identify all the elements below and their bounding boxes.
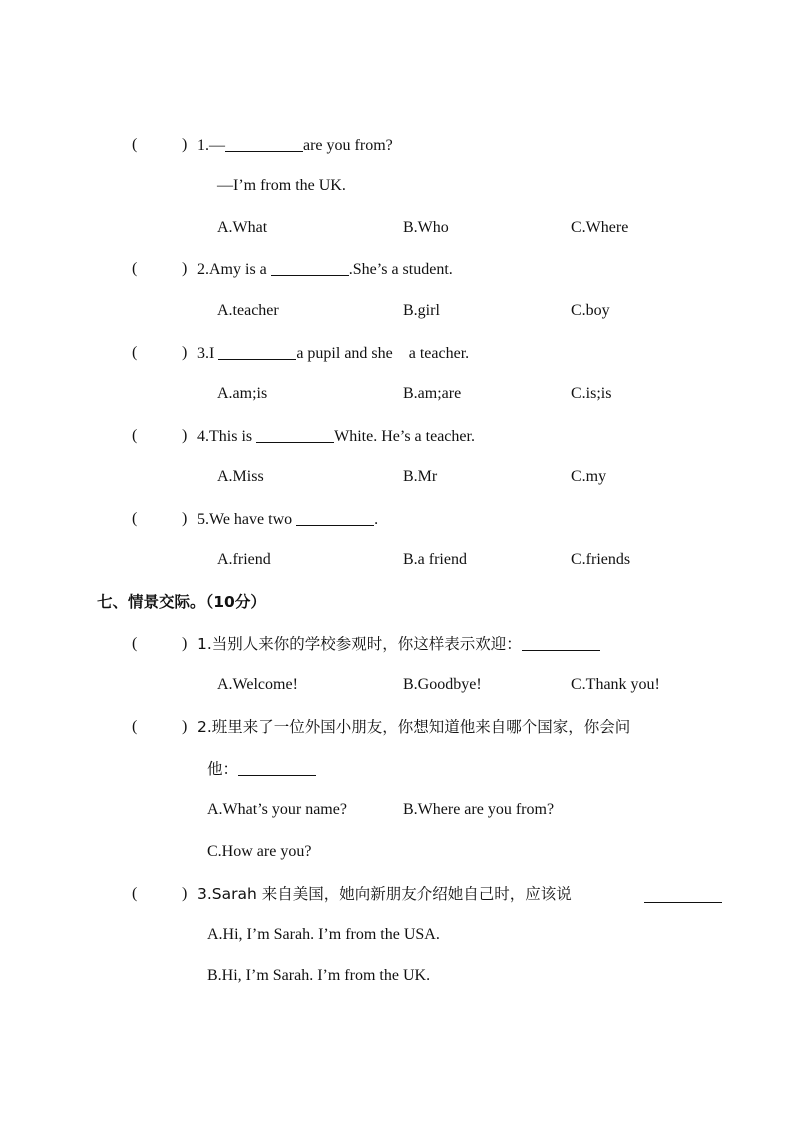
answer-paren-close: ): [182, 718, 188, 735]
question-stem: [197, 884, 572, 905]
option-c[interactable]: C.Thank you!: [571, 676, 660, 693]
answer-paren-open: (: [132, 136, 138, 153]
stem-text: 3.Sarah 来自美国，她向新朋友介绍她自己时，应该说: [197, 885, 572, 903]
answer-paren-close: ): [182, 510, 188, 527]
answer-paren-close: ): [182, 885, 188, 902]
answer-paren-close: ): [182, 344, 188, 361]
answer-paren-open: (: [132, 260, 138, 277]
question-stem: [197, 259, 453, 280]
answer-blank[interactable]: [522, 634, 600, 651]
option-c[interactable]: C.is;is: [571, 385, 612, 402]
stem-pre: 5.We have two: [197, 511, 297, 528]
question-stem: [197, 426, 475, 447]
stem-cont-text: 他：: [207, 760, 239, 778]
stem-text: 1.当别人来你的学校参观时，你这样表示欢迎：: [197, 635, 522, 653]
option-b[interactable]: B.Mr: [403, 468, 438, 485]
answer-paren-close: ): [182, 260, 188, 277]
section-heading: 七、情景交际。（10分）: [97, 593, 266, 611]
answer-paren-open: (: [132, 885, 138, 902]
stem-post: White. He’s a teacher.: [334, 428, 475, 445]
option-b[interactable]: B.Hi, I’m Sarah. I’m from the UK.: [207, 967, 431, 984]
answer-blank[interactable]: [256, 426, 334, 443]
option-c[interactable]: C.How are you?: [207, 843, 312, 860]
answer-blank[interactable]: [225, 135, 303, 152]
stem-post: .: [374, 511, 379, 528]
answer-paren-open: (: [132, 635, 138, 652]
answer-paren-close: ): [182, 427, 188, 444]
stem-pre: 1.—: [197, 137, 225, 154]
answer-paren-open: (: [132, 510, 138, 527]
option-b[interactable]: B.girl: [403, 302, 440, 319]
question-stem: [197, 343, 469, 364]
option-a[interactable]: A.teacher: [217, 302, 279, 319]
option-b[interactable]: B.a friend: [403, 551, 467, 568]
option-a[interactable]: A.Welcome!: [217, 676, 298, 693]
option-a[interactable]: A.am;is: [217, 385, 268, 402]
option-a[interactable]: A.What’s your name?: [207, 801, 347, 818]
option-c[interactable]: C.friends: [571, 551, 631, 568]
option-b[interactable]: B.am;are: [403, 385, 462, 402]
answer-blank[interactable]: [644, 886, 722, 903]
answer-blank[interactable]: [271, 259, 349, 276]
answer-paren-close: ): [182, 136, 188, 153]
stem-post: a pupil and she a teacher.: [296, 345, 470, 362]
answer-blank[interactable]: [218, 343, 296, 360]
option-a[interactable]: A.Miss: [217, 468, 264, 485]
option-c[interactable]: C.my: [571, 468, 607, 485]
stem-pre: 3.I: [197, 345, 219, 362]
option-a[interactable]: A.Hi, I’m Sarah. I’m from the USA.: [207, 926, 440, 943]
option-c[interactable]: C.Where: [571, 219, 629, 236]
option-a[interactable]: A.friend: [217, 551, 271, 568]
question-stem: [197, 509, 378, 530]
stem-post: .She’s a student.: [348, 261, 453, 278]
question-stem: [197, 135, 393, 156]
stem-pre: 2.Amy is a: [197, 261, 271, 278]
stem-post: are you from?: [303, 137, 393, 154]
dialogue-reply: —I’m from the UK.: [217, 177, 346, 194]
answer-paren-open: (: [132, 427, 138, 444]
option-b[interactable]: B.Who: [403, 219, 449, 236]
answer-blank[interactable]: [296, 509, 374, 526]
stem-text: 2.班里来了一位外国小朋友，你想知道他来自哪个国家，你会问: [197, 718, 631, 736]
question-stem: [197, 634, 600, 655]
option-b[interactable]: B.Where are you from?: [403, 801, 555, 818]
answer-paren-open: (: [132, 718, 138, 735]
answer-paren-close: ): [182, 635, 188, 652]
answer-paren-open: (: [132, 344, 138, 361]
option-c[interactable]: C.boy: [571, 302, 610, 319]
stem-pre: 4.This is: [197, 428, 257, 445]
option-b[interactable]: B.Goodbye!: [403, 676, 482, 693]
stem-continuation: [207, 759, 316, 780]
answer-blank[interactable]: [238, 759, 316, 776]
option-a[interactable]: A.What: [217, 219, 268, 236]
